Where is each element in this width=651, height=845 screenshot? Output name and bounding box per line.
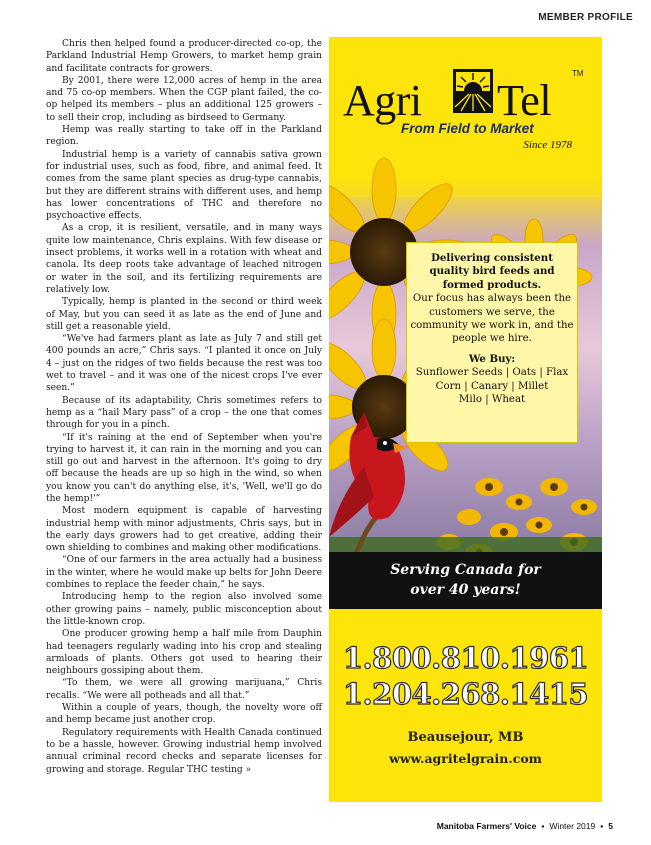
article-paragraph: Hemp was really starting to take off in the Parkland region. [46,125,322,148]
article-paragraph: Most modern equipment is capable of harvesting industrial hemp with minor adjustments, Chris says, but in the early days growers had to get creative, adding their own shielding to combines and making other modifications. [46,506,322,554]
info-box [406,242,578,443]
ad-since-year: Since 1978 [523,139,572,151]
article-paragraph: “To them, we were all growing marijuana,” Chris recalls. “We were all potheads and all that.” [46,678,322,701]
info-line: people we hire. [452,333,532,345]
article-paragraph: Introducing hemp to the region also involved some other growing pains – namely, public misconception about the little-known crop. [46,592,322,627]
article-paragraph: As a crop, it is resilient, versatile, and in many ways quite low maintenance, Chris explains. With few disease or insect problems, it works well in a rotation with wheat and canola. Its deep roots take advantage of leached nitrogen or water in the soil, and its fertilizing requirements are relatively low. [46,223,322,295]
publication-name: Manitoba Farmers' Voice [436,821,537,831]
we-buy-line: Sunflower Seeds | Oats | Flax [415,367,569,379]
sunrise-field-icon [453,69,493,113]
logo-text-tel: Tel [497,76,552,125]
article-paragraph: One producer growing hemp a half mile from Dauphin had teenagers regularly wading into his crop and stealing armloads of plants. Others got used to hearing their neighbours gossiping about them. [46,629,322,677]
article-paragraph: Chris then helped found a producer-directed co-op, the Parkland Industrial Hemp Growers, to market hemp grain and facilitate contracts for growers. [46,39,322,74]
trademark-symbol: TM [572,69,584,78]
article-body [46,38,322,776]
phone-number-secondary[interactable]: 1.204.268.1415 [342,677,589,711]
article-paragraph: Regulatory requirements with Health Canada continued to be a hassle, however. Growing industrial hemp involved annual criminal record checks and separate licenses for growing and storage. Regular THC testing » [46,727,322,775]
info-line: Our focus has always been the [412,293,572,305]
serving-canada-banner [329,552,602,609]
we-buy-line: Milo | Wheat [458,394,526,406]
article-paragraph: “If it's raining at the end of September when you're trying to harvest it, it can rain in the morning and you can still go out and harvest in the afternoon. It's going to dry off because the heads are up so high in the wind, so when you know you can't do anything else, it's, 'Well, we'll go do the hemp!'” [46,432,322,504]
article-paragraph: “We've had farmers plant as late as July 7 and still get 400 pounds an acre,” Chris says. “I planted it once on July 4 – just on the ridges of two fields because the rest was too wet to travel – and it was one of the nicest crops I've ever seen.” [46,334,322,394]
logo-text-agri: Agri [343,76,422,125]
ad-location: Beausejour, MB [407,730,524,745]
article-paragraph: By 2001, there were 12,000 acres of hemp in the area and 75 co-op members. When the CGP plant failed, the co-op helped its members – plus an additional 125 growers – to sell their crop, including as birdseed to Germany. [46,75,322,123]
info-line: Delivering consistent [431,252,553,264]
info-line: community we work in, and the [410,320,574,332]
we-buy-label: We Buy: [468,352,516,365]
issue-date: Winter 2019 [549,821,596,831]
article-paragraph: Because of its adaptability, Chris sometimes refers to hemp as a “hail Mary pass” of a crop – the one that comes through for you in a pinch. [46,395,322,431]
article-paragraph: Industrial hemp is a variety of cannabis sativa grown for industrial uses, such as food, fibre, and animal feed. It comes from the same plant species as drug-type cannabis, but they are different strains with different uses, and hemp has lower concentrations of THC and therefore no psychoactive effects. [46,149,322,222]
ad-tagline: From Field to Market [401,121,534,136]
page-number: 5 [608,821,613,831]
info-line: customers we serve, the [429,306,555,318]
info-line: formed products. [442,278,542,291]
section-label: MEMBER PROFILE [538,12,633,23]
agritel-advertisement [329,37,602,802]
info-line: quality bird feeds and [429,265,555,278]
we-buy-line: Corn | Canary | Millet [435,380,549,392]
ad-website-link[interactable]: www.agritelgrain.com [389,751,542,766]
banner-line: Serving Canada for [390,562,541,578]
banner-line: over 40 years! [410,582,521,598]
phone-number-primary[interactable]: 1.800.810.1961 [342,641,589,675]
article-paragraph: Within a couple of years, though, the novelty wore off and hemp became just another crop. [46,703,322,726]
article-paragraph: “One of our farmers in the area actually had a business in the winter, where he would make up belts for John Deere combines to replace the feeder chain,” he says. [46,555,322,591]
page-footer: Manitoba Farmers' Voice ▪ Winter 2019 ▪ 5 [436,821,613,831]
article-paragraph: Typically, hemp is planted in the second or third week of May, but you can seed it as late as the end of June and still get a reasonable yield. [46,297,322,332]
